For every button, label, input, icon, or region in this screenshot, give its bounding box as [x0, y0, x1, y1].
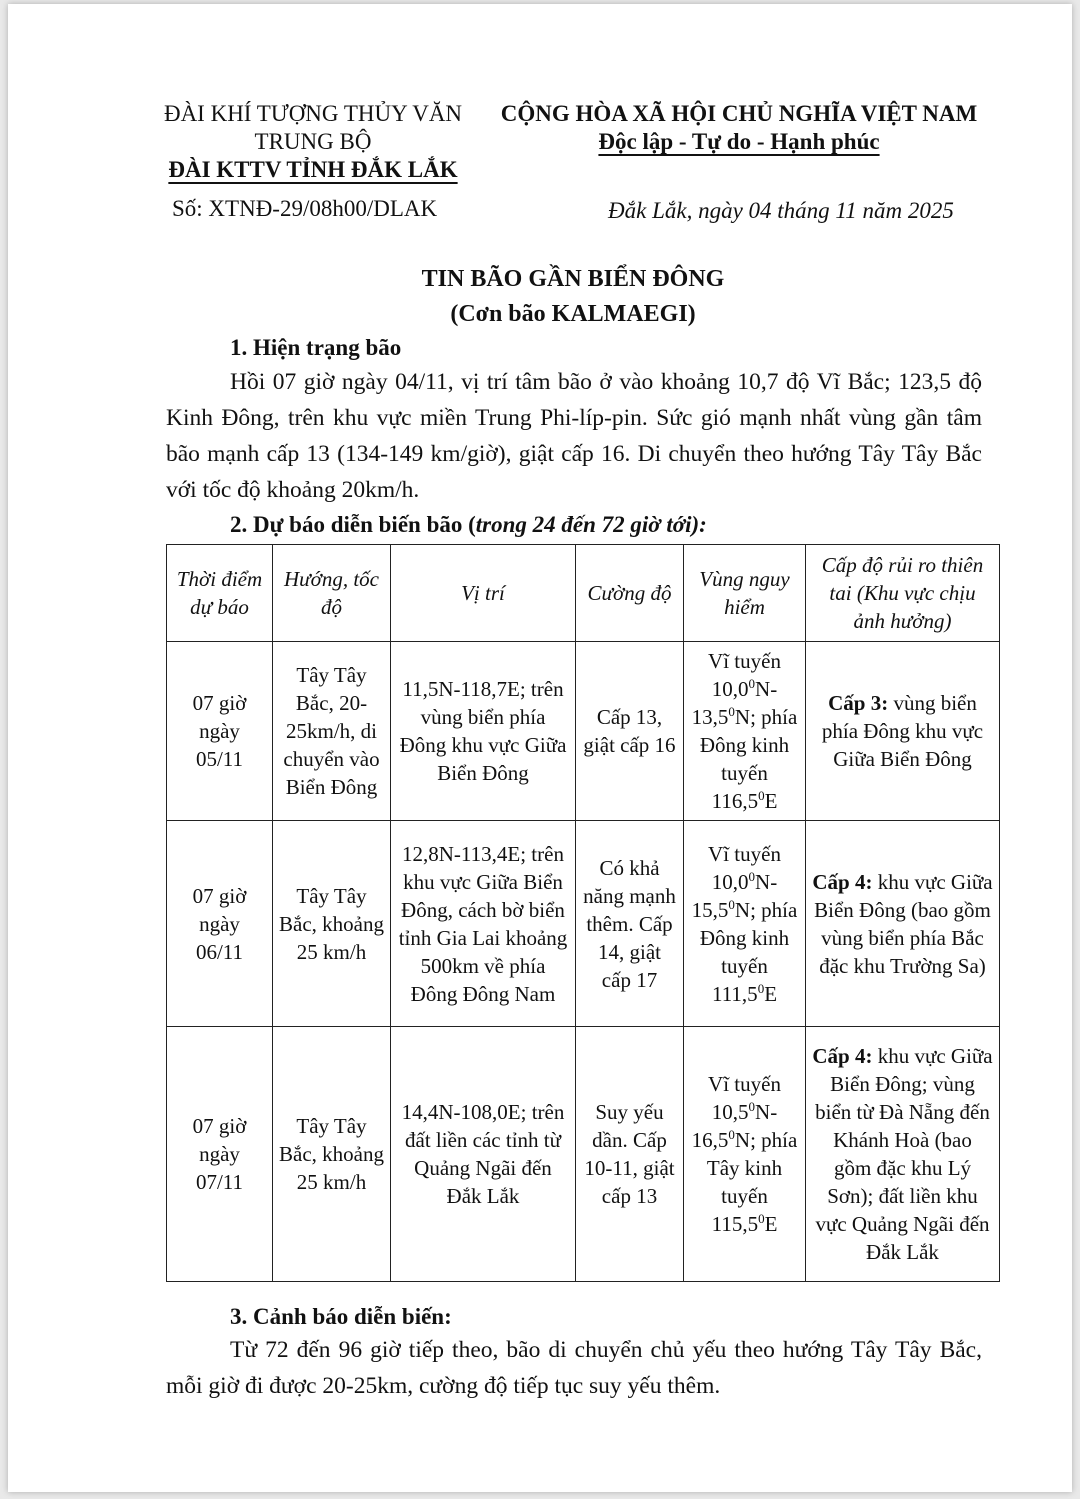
risk-level: Cấp 3:: [828, 691, 889, 715]
agency-header: [148, 100, 478, 184]
section-1-text: [166, 364, 982, 508]
cell-direction: Tây Tây Bắc, 20-25km/h, di chuyển vào Biển Đông: [273, 642, 391, 821]
national-header: [484, 100, 994, 156]
cell-time: 07 giờ ngày 07/11: [167, 1027, 273, 1282]
country-name: CỘNG HÒA XÃ HỘI CHỦ NGHĨA VIỆT NAM: [500, 101, 978, 126]
table-row: [167, 821, 1000, 1027]
section-1-body: Hồi 07 giờ ngày 04/11, vị trí tâm bão ở vào khoảng 10,7 độ Vĩ Bắc; 123,5 độ Kinh Đông, trên khu vực miền Trung Phi-líp-pin. Sức gió mạnh nhất vùng gần tâm bão mạnh cấp 13 (134-149 km/giờ), giật cấp 16. Di chuyển theo hướng Tây Tây Bắc với tốc độ khoảng 20km/h.: [166, 369, 982, 503]
cell-intensity: Có khả năng mạnh thêm. Cấp 14, giật cấp 17: [576, 821, 684, 1027]
header-risk-level: Cấp độ rủi ro thiên tai (Khu vực chịu ảnh hưởng): [806, 545, 1000, 642]
cell-position: 12,8N-113,4E; trên khu vực Giữa Biển Đông, cách bờ biển tỉnh Gia Lai khoảng 500km về phía Đông Đông Nam: [391, 821, 576, 1027]
header-time: Thời điểm dự báo: [167, 545, 273, 642]
cell-danger-zone: Vĩ tuyến 10,0$^0$N-15,5$^0$N; phía Đông kinh tuyến 111,5$^0$E: [684, 821, 806, 1027]
cell-position: 11,5N-118,7E; trên vùng biển phía Đông khu vực Giữa Biển Đông: [391, 642, 576, 821]
cell-danger-zone: Vĩ tuyến 10,0$^0$N-13,5$^0$N; phía Đông kinh tuyến 116,5$^0$E: [684, 642, 806, 821]
section-1-heading: 1. Hiện trạng bão: [230, 335, 402, 360]
section-2-heading-italic: trong 24 đến 72 giờ tới):: [475, 512, 707, 537]
risk-area: khu vực Giữa Biển Đông (bao gồm vùng biển phía Bắc đặc khu Trường Sa): [814, 869, 993, 978]
forecast-table: [166, 544, 1000, 1282]
cell-direction: Tây Tây Bắc, khoảng 25 km/h: [273, 821, 391, 1027]
cell-direction: Tây Tây Bắc, khoảng 25 km/h: [273, 1027, 391, 1282]
document-number: Số: XTNĐ-29/08h00/DLAK: [172, 196, 438, 221]
national-motto: Độc lập - Tự do - Hạnh phúc: [598, 129, 880, 154]
section-3-heading: 3. Cảnh báo diễn biến:: [230, 1304, 452, 1329]
header-intensity: Cường độ: [576, 545, 684, 642]
table-row: [167, 642, 1000, 821]
document-title: TIN BÃO GẦN BIỂN ĐÔNG: [421, 266, 725, 292]
section-3-text: [166, 1332, 982, 1404]
cell-position: 14,4N-108,0E; trên đất liền các tỉnh từ Quảng Ngãi đến Đắk Lắk: [391, 1027, 576, 1282]
cell-risk: [806, 642, 1000, 821]
risk-level: Cấp 4:: [812, 869, 873, 894]
section-2-heading: [230, 512, 707, 538]
section-2-heading-main: 2. Dự báo diễn biến bão (: [230, 512, 476, 537]
risk-area: vùng biển phía Đông khu vực Giữa Biển Đông: [821, 691, 984, 771]
document-page: [8, 4, 1072, 1492]
cell-time: 07 giờ ngày 05/11: [167, 642, 273, 821]
risk-level: Cấp 4:: [812, 1044, 873, 1068]
cell-risk: [806, 1027, 1000, 1282]
cell-time: 07 giờ ngày 06/11: [167, 821, 273, 1027]
cell-danger-zone: Vĩ tuyến 10,5$^0$N-16,5$^0$N; phía Tây kinh tuyến 115,5$^0$E: [684, 1027, 806, 1282]
cell-risk: [806, 821, 1000, 1027]
table-row: [167, 1027, 1000, 1282]
date-place: Đắk Lắk, ngày 04 tháng 11 năm 2025: [608, 198, 954, 223]
table-header-row: [167, 545, 1000, 642]
section-3-body: Từ 72 đến 96 giờ tiếp theo, bão di chuyển chủ yếu theo hướng Tây Tây Bắc, mỗi giờ đi được 20-25km, cường độ tiếp tục suy yếu thêm.: [166, 1337, 982, 1399]
header-direction: Hướng, tốc độ: [273, 545, 391, 642]
agency-line-1: ĐÀI KHÍ TƯỢNG THỦY VĂN: [163, 101, 463, 126]
cell-intensity: Suy yếu dần. Cấp 10-11, giật cấp 13: [576, 1027, 684, 1282]
header-danger-zone: Vùng nguy hiểm: [684, 545, 806, 642]
header-position: Vị trí: [391, 545, 576, 642]
agency-line-3: ĐÀI KTTV TỈNH ĐẮK LẮK: [168, 157, 458, 182]
document-subtitle: (Cơn bão KALMAEGI): [450, 301, 696, 327]
agency-line-2: TRUNG BỘ: [254, 129, 372, 154]
cell-intensity: Cấp 13, giật cấp 16: [576, 642, 684, 821]
risk-area: khu vực Giữa Biển Đông; vùng biển từ Đà Nẵng đến Khánh Hoà (bao gồm đặc khu Lý Sơn); đất liền khu vực Quảng Ngãi đến Đắk Lắk: [815, 1044, 993, 1264]
